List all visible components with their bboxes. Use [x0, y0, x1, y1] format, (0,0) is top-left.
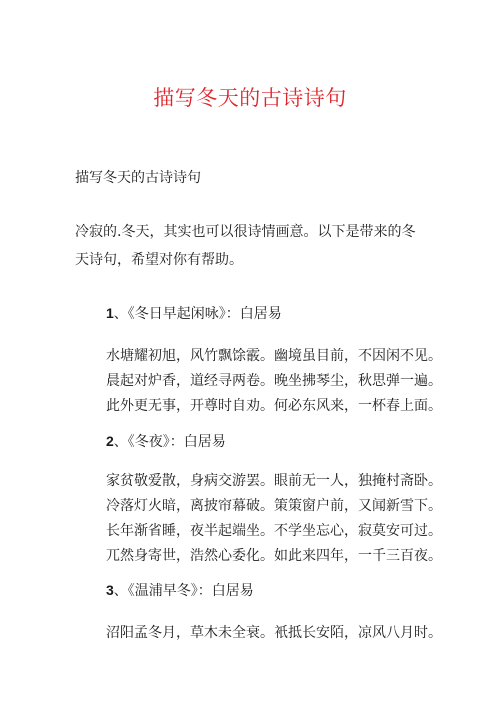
poem-line: 长年渐省睡，夜半起端坐。不学坐忘心，寂莫安可过。	[106, 523, 442, 539]
intro-line: 天诗句，希望对你有帮助。	[75, 252, 243, 268]
poem-heading-3	[106, 580, 254, 600]
poem-heading-1	[106, 303, 282, 323]
poem-number: 1	[106, 305, 114, 321]
intro-line: 冷寂的.冬天，其实也可以很诗情画意。以下是带来的冬	[75, 224, 416, 240]
poem-title: 《冬日早起闲咏》：白居易	[127, 306, 282, 322]
poem-line: 此外更无事，开尊时自劝。何必东风来，一杯春上面。	[106, 398, 442, 414]
poem-separator: 、	[113, 306, 128, 322]
poem-body-2	[106, 469, 442, 569]
poem-number: 2	[106, 433, 114, 449]
poem-line: 冷落灯火暗，离披帘幕破。策策窗户前，又闻新雪下。	[106, 498, 442, 514]
document-subtitle: 描写冬天的古诗诗句	[75, 170, 201, 186]
poem-line: 家贫敬爱散，身病交游罢。眼前无一人，独掩村斋卧。	[106, 473, 442, 489]
poem-line: 水塘耀初旭，风竹飘馀霰。幽境虽目前，不因闲不见。	[106, 348, 442, 364]
intro-paragraph	[75, 218, 435, 274]
poem-body-1	[106, 344, 442, 419]
poem-line: 沼阳孟冬月，草木未全衰。衹抵长安陌，凉风八月时。	[106, 625, 442, 641]
document-title: 描写冬天的古诗诗句	[153, 86, 347, 110]
poem-body-3	[106, 621, 442, 646]
poem-separator: 、	[113, 583, 128, 599]
poem-line: 晨起对炉香，道经寻两卷。晚坐拂琴尘，秋思弹一遍。	[106, 373, 442, 389]
poem-title: 《冬夜》：白居易	[127, 434, 226, 450]
poem-separator: 、	[113, 434, 128, 450]
poem-heading-2	[106, 431, 226, 451]
poem-title: 《温浦早冬》：白居易	[127, 583, 254, 599]
poem-line: 兀然身寄世，浩然心委化。如此来四年，一千三百夜。	[106, 548, 442, 564]
poem-number: 3	[106, 582, 114, 598]
